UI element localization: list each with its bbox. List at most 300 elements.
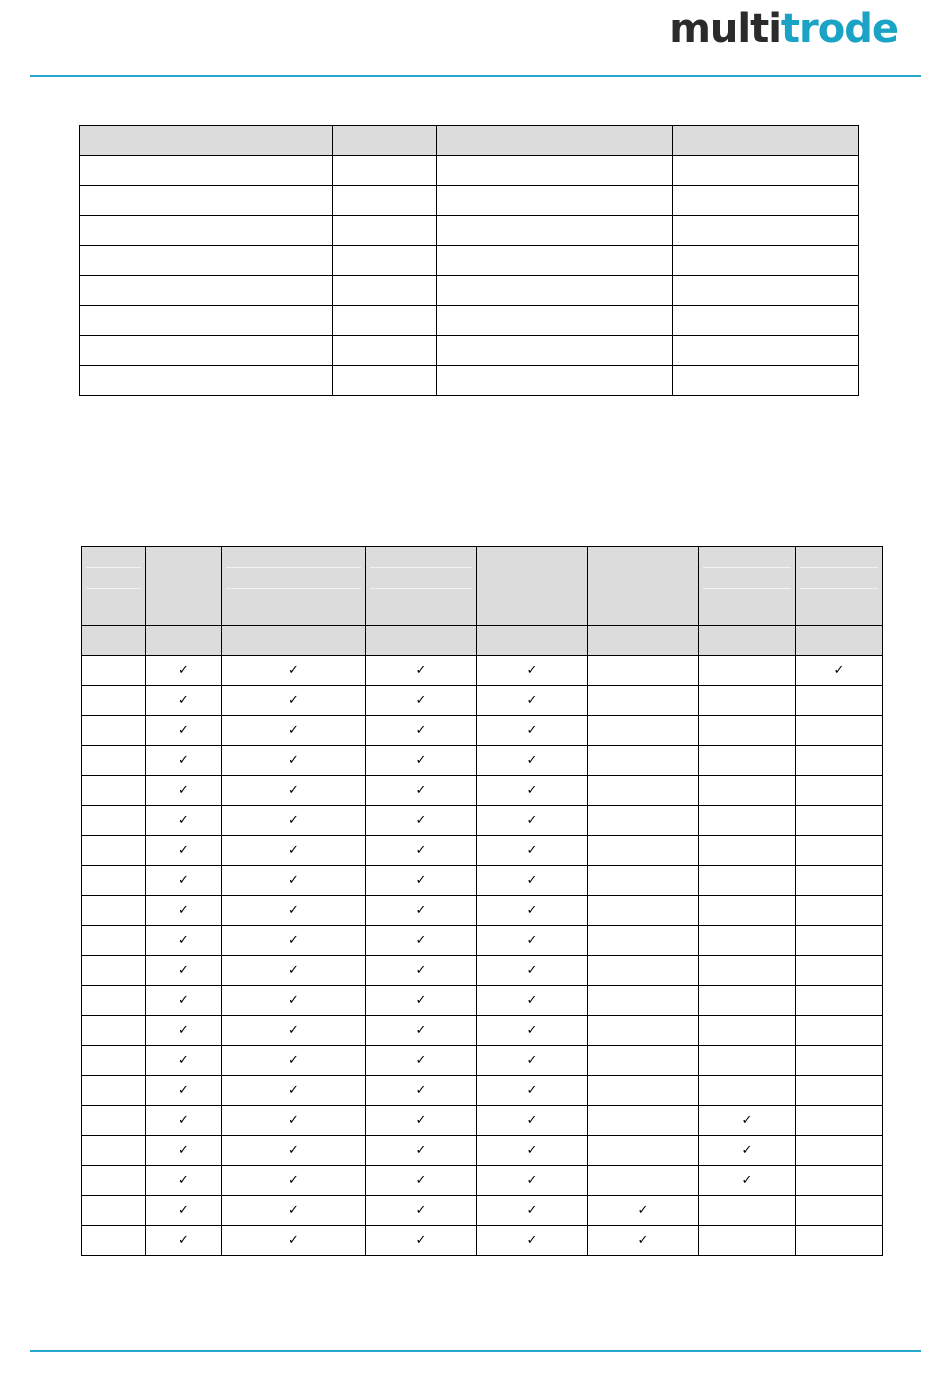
check-mark-cell [477,836,588,866]
check-mark-cell [477,1226,588,1256]
check-mark-cell [699,1106,796,1136]
table-row [82,686,883,716]
check-icon: ✓ [526,692,538,708]
check-mark-cell [366,656,477,686]
table-cell [82,686,146,716]
check-icon: ✓ [178,1232,189,1248]
table-cell [796,866,883,896]
check-icon: ✓ [288,1082,299,1098]
check-mark-cell [222,896,366,926]
check-icon: ✓ [526,962,538,978]
table-row [82,986,883,1016]
header-cell [82,626,146,656]
check-icon: ✓ [526,1082,538,1098]
check-icon: ✓ [415,1082,427,1098]
check-mark-cell [146,656,222,686]
check-icon: ✓ [288,782,299,798]
table-row [80,366,859,396]
check-mark-cell [366,716,477,746]
check-mark-cell [477,1196,588,1226]
header-cell [222,626,366,656]
check-icon: ✓ [526,1202,538,1218]
check-mark-cell [366,1226,477,1256]
check-mark-cell [477,926,588,956]
check-icon: ✓ [288,722,299,738]
table-cell [82,1076,146,1106]
table-row [82,1106,883,1136]
check-mark-cell [146,926,222,956]
check-icon: ✓ [526,782,538,798]
header-cell [80,126,333,156]
table-cell [796,1166,883,1196]
check-mark-cell [146,716,222,746]
check-mark-cell [222,1046,366,1076]
check-mark-cell [588,1226,699,1256]
table-cell [82,896,146,926]
table-cell [796,986,883,1016]
table-cell [82,866,146,896]
check-icon: ✓ [637,1232,649,1248]
table-cell [796,776,883,806]
table-subheader-row [82,626,883,656]
check-icon: ✓ [178,992,189,1008]
table-cell [80,186,333,216]
table-row [82,836,883,866]
feature-matrix-table [81,546,883,1256]
table-cell [333,276,437,306]
header-cell [146,547,222,626]
table-cell [82,1196,146,1226]
table-row [80,246,859,276]
table-cell [80,156,333,186]
check-icon: ✓ [288,1232,299,1248]
header-cell [366,626,477,656]
check-mark-cell [366,896,477,926]
table-row [82,656,883,686]
table-cell [796,1196,883,1226]
table-row [80,306,859,336]
table-cell [588,1136,699,1166]
check-mark-cell [477,776,588,806]
check-icon: ✓ [415,812,427,828]
table-cell [437,186,673,216]
check-icon: ✓ [526,1112,538,1128]
table-row [82,716,883,746]
table-cell [82,956,146,986]
table-cell [588,686,699,716]
table-cell [82,1016,146,1046]
check-icon: ✓ [415,1202,427,1218]
check-mark-cell [222,806,366,836]
check-mark-cell [366,776,477,806]
check-mark-cell [477,1136,588,1166]
check-icon: ✓ [288,842,299,858]
table-row [82,1016,883,1046]
check-icon: ✓ [178,662,189,678]
table-cell [699,1226,796,1256]
check-icon: ✓ [178,1202,189,1218]
check-icon: ✓ [288,1052,299,1068]
check-mark-cell [588,1196,699,1226]
table-cell [82,1046,146,1076]
check-icon: ✓ [415,662,427,678]
check-mark-cell [699,1136,796,1166]
table-row [82,1046,883,1076]
table-row [80,276,859,306]
check-mark-cell [222,1136,366,1166]
table-cell [796,1076,883,1106]
table-row [80,156,859,186]
table-cell [699,926,796,956]
table-cell [699,746,796,776]
header-cell [477,547,588,626]
check-mark-cell [146,1106,222,1136]
header-cell [796,547,883,626]
table-cell [82,926,146,956]
table-cell [82,776,146,806]
check-mark-cell [146,896,222,926]
check-icon: ✓ [526,1022,538,1038]
header-rule [30,75,921,77]
table-cell [588,806,699,836]
check-icon: ✓ [178,752,189,768]
check-icon: ✓ [288,992,299,1008]
table-cell [699,866,796,896]
table-cell [588,1016,699,1046]
check-icon: ✓ [178,812,189,828]
table-header-row [82,547,883,626]
header-cell [366,547,477,626]
check-mark-cell [222,1196,366,1226]
check-icon: ✓ [178,1142,189,1158]
check-icon: ✓ [415,1232,427,1248]
table-row [82,866,883,896]
check-icon: ✓ [415,932,427,948]
check-mark-cell [366,1076,477,1106]
table-cell [588,1046,699,1076]
check-icon: ✓ [178,1112,189,1128]
check-mark-cell [699,1166,796,1196]
table-cell [588,776,699,806]
check-mark-cell [146,986,222,1016]
check-mark-cell [222,866,366,896]
check-icon: ✓ [741,1112,753,1128]
table-cell [796,926,883,956]
table-cell [673,366,859,396]
header-cell [588,626,699,656]
table-cell [80,306,333,336]
table-cell [333,366,437,396]
check-icon: ✓ [288,1112,299,1128]
check-icon: ✓ [415,962,427,978]
table-cell [699,986,796,1016]
check-mark-cell [477,806,588,836]
table-cell [333,186,437,216]
table-cell [699,806,796,836]
check-icon: ✓ [526,662,538,678]
table-cell [588,896,699,926]
check-mark-cell [222,1076,366,1106]
check-mark-cell [477,1106,588,1136]
table-cell [588,1166,699,1196]
check-icon: ✓ [178,1052,189,1068]
check-mark-cell [366,1016,477,1046]
check-mark-cell [146,1076,222,1106]
check-mark-cell [366,986,477,1016]
check-icon: ✓ [178,932,189,948]
check-mark-cell [146,1196,222,1226]
table-cell [796,806,883,836]
check-icon: ✓ [415,1112,427,1128]
table-header-row [80,126,859,156]
check-mark-cell [366,956,477,986]
check-icon: ✓ [415,902,427,918]
check-mark-cell [222,986,366,1016]
check-mark-cell [366,1136,477,1166]
table-row [82,806,883,836]
footer-rule [30,1350,921,1352]
table-cell [699,1046,796,1076]
check-mark-cell [366,1046,477,1076]
table-cell [80,216,333,246]
check-mark-cell [146,746,222,776]
table-row [82,1076,883,1106]
check-icon: ✓ [178,722,189,738]
check-icon: ✓ [526,1172,538,1188]
check-mark-cell [222,836,366,866]
table-row [80,186,859,216]
check-icon: ✓ [415,752,427,768]
summary-table [79,125,859,396]
table-cell [796,1046,883,1076]
table-cell [437,246,673,276]
header-cell [146,626,222,656]
header-cell [699,547,796,626]
table-cell [588,746,699,776]
check-icon: ✓ [415,842,427,858]
table-cell [333,216,437,246]
table-cell [437,156,673,186]
table-cell [796,836,883,866]
table-row [82,1196,883,1226]
check-icon: ✓ [526,872,538,888]
table-cell [673,246,859,276]
check-mark-cell [146,1136,222,1166]
check-icon: ✓ [288,812,299,828]
table-cell [437,336,673,366]
check-mark-cell [146,1016,222,1046]
table-cell [82,1166,146,1196]
table-cell [699,1196,796,1226]
check-icon: ✓ [415,1052,427,1068]
table-cell [437,216,673,246]
check-icon: ✓ [178,692,189,708]
check-mark-cell [222,1106,366,1136]
logo-text-multi: multi [669,6,781,52]
check-icon: ✓ [833,662,845,678]
header-cell [82,547,146,626]
check-mark-cell [366,926,477,956]
check-icon: ✓ [178,872,189,888]
check-icon: ✓ [637,1202,649,1218]
check-mark-cell [146,1226,222,1256]
table-row [80,216,859,246]
check-mark-cell [477,956,588,986]
check-icon: ✓ [178,1172,189,1188]
table-cell [699,776,796,806]
table-cell [82,806,146,836]
header-cell [333,126,437,156]
table-cell [588,1106,699,1136]
check-icon: ✓ [526,752,538,768]
table-cell [673,276,859,306]
check-mark-cell [366,1106,477,1136]
check-mark-cell [222,716,366,746]
table-cell [333,156,437,186]
check-icon: ✓ [526,902,538,918]
check-icon: ✓ [288,662,299,678]
multitrode-logo [669,6,898,52]
check-mark-cell [222,956,366,986]
check-icon: ✓ [526,842,538,858]
table-row [82,926,883,956]
check-mark-cell [477,986,588,1016]
check-icon: ✓ [288,1142,299,1158]
table-cell [673,186,859,216]
check-icon: ✓ [526,1142,538,1158]
check-icon: ✓ [288,962,299,978]
table-cell [82,1106,146,1136]
check-mark-cell [222,926,366,956]
table-cell [699,716,796,746]
header-cell [796,626,883,656]
check-icon: ✓ [415,1142,427,1158]
check-icon: ✓ [288,1022,299,1038]
table-cell [796,1106,883,1136]
check-icon: ✓ [178,1022,189,1038]
header-cell [437,126,673,156]
table-cell [673,336,859,366]
table-cell [80,276,333,306]
table-cell [82,746,146,776]
table-cell [796,956,883,986]
table-cell [699,956,796,986]
check-mark-cell [366,836,477,866]
table-row [82,1166,883,1196]
check-icon: ✓ [526,1052,538,1068]
check-mark-cell [366,746,477,776]
table-cell [673,156,859,186]
check-icon: ✓ [526,992,538,1008]
table-cell [333,336,437,366]
table-cell [699,1076,796,1106]
table-row [82,1136,883,1166]
table-cell [80,246,333,276]
check-mark-cell [477,1046,588,1076]
table-cell [588,656,699,686]
table-row [82,746,883,776]
table-cell [588,956,699,986]
check-mark-cell [366,1166,477,1196]
check-mark-cell [366,686,477,716]
check-icon: ✓ [741,1142,753,1158]
check-mark-cell [477,866,588,896]
check-mark-cell [146,956,222,986]
check-mark-cell [477,656,588,686]
logo-text-trode: trode [780,6,898,52]
table-row [82,1226,883,1256]
check-mark-cell [477,1166,588,1196]
table-cell [437,366,673,396]
check-mark-cell [222,1226,366,1256]
check-mark-cell [146,686,222,716]
table-cell [588,866,699,896]
check-mark-cell [222,656,366,686]
check-mark-cell [796,656,883,686]
table-cell [80,336,333,366]
header-cell [699,626,796,656]
table-cell [80,366,333,396]
table-cell [796,1136,883,1166]
table-cell [588,986,699,1016]
table-cell [588,926,699,956]
check-mark-cell [222,1166,366,1196]
table-cell [673,216,859,246]
check-icon: ✓ [526,1232,538,1248]
check-mark-cell [477,746,588,776]
table-cell [437,276,673,306]
table-cell [82,836,146,866]
check-icon: ✓ [178,782,189,798]
table-row [82,776,883,806]
check-icon: ✓ [288,872,299,888]
check-mark-cell [146,836,222,866]
check-icon: ✓ [178,1082,189,1098]
check-mark-cell [146,866,222,896]
table-cell [699,686,796,716]
check-icon: ✓ [178,842,189,858]
table-cell [588,1076,699,1106]
table-cell [796,686,883,716]
table-cell [796,746,883,776]
check-mark-cell [146,806,222,836]
table-cell [437,306,673,336]
table-row [82,896,883,926]
check-icon: ✓ [288,1172,299,1188]
table-cell [796,896,883,926]
check-icon: ✓ [415,692,427,708]
check-icon: ✓ [415,872,427,888]
check-icon: ✓ [415,1022,427,1038]
check-mark-cell [477,1016,588,1046]
check-icon: ✓ [178,962,189,978]
check-icon: ✓ [526,722,538,738]
check-mark-cell [146,776,222,806]
table-cell [82,656,146,686]
check-icon: ✓ [415,1172,427,1188]
check-mark-cell [366,1196,477,1226]
header-cell [222,547,366,626]
check-icon: ✓ [288,902,299,918]
header-cell [673,126,859,156]
table-cell [699,896,796,926]
check-icon: ✓ [178,902,189,918]
check-icon: ✓ [288,932,299,948]
check-icon: ✓ [526,932,538,948]
check-mark-cell [477,896,588,926]
check-mark-cell [477,686,588,716]
check-mark-cell [366,806,477,836]
